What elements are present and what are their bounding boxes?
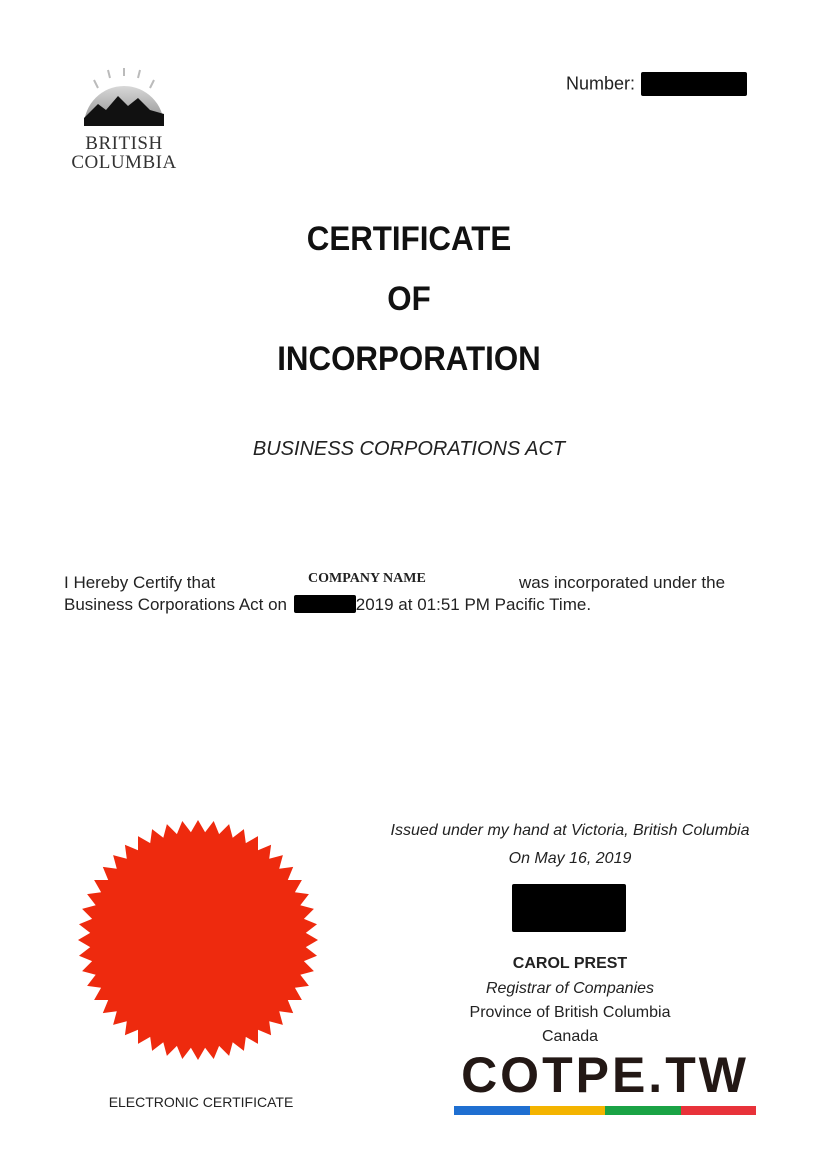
date-redaction: [294, 595, 356, 613]
red-seal-icon: [76, 818, 320, 1062]
signature-redaction: [512, 884, 626, 932]
issued-date: On May 16, 2019: [508, 850, 632, 867]
seal-caption: ELECTRONIC CERTIFICATE: [108, 1094, 294, 1110]
logo-text-columbia: COLUMBIA: [71, 152, 177, 173]
cotpe-watermark: [454, 1046, 756, 1118]
country-name: Canada: [541, 1028, 599, 1045]
setting-sun-mountains-icon: [80, 68, 168, 128]
watermark-bar-segment: [530, 1106, 606, 1115]
company-name: COMPANY NAME: [308, 571, 426, 586]
certify-line2: [64, 594, 591, 616]
line2-prefix: Business Corporations Act on: [64, 595, 288, 614]
certificate-number: [566, 72, 747, 98]
number-label: Number:: [566, 73, 636, 94]
certify-prefix: I Hereby Certify that: [64, 573, 216, 592]
watermark-bar-segment: [454, 1106, 530, 1115]
registrar-title: Registrar of Companies: [485, 980, 655, 997]
logo-text-british: BRITISH: [85, 133, 163, 154]
certify-suffix: was incorporated under the: [519, 573, 726, 592]
watermark-bar-segment: [605, 1106, 681, 1115]
number-redaction: [641, 72, 747, 96]
watermark-color-bar: [454, 1106, 756, 1115]
line2-suffix: 2019 at 01:51 PM Pacific Time.: [355, 595, 592, 614]
registrar-name: CAROL PREST: [512, 955, 628, 972]
british-columbia-logo: [66, 68, 182, 180]
title-of: OF: [387, 280, 431, 318]
province-name: Province of British Columbia: [469, 1004, 671, 1021]
act-name: BUSINESS CORPORATIONS ACT: [252, 438, 566, 460]
watermark-text: COTPE.TW: [461, 1047, 749, 1103]
title-certificate: CERTIFICATE: [306, 220, 512, 258]
title-incorporation: INCORPORATION: [277, 340, 541, 378]
issued-location: Issued under my hand at Victoria, British Columbia: [390, 822, 750, 839]
watermark-bar-segment: [681, 1106, 757, 1115]
